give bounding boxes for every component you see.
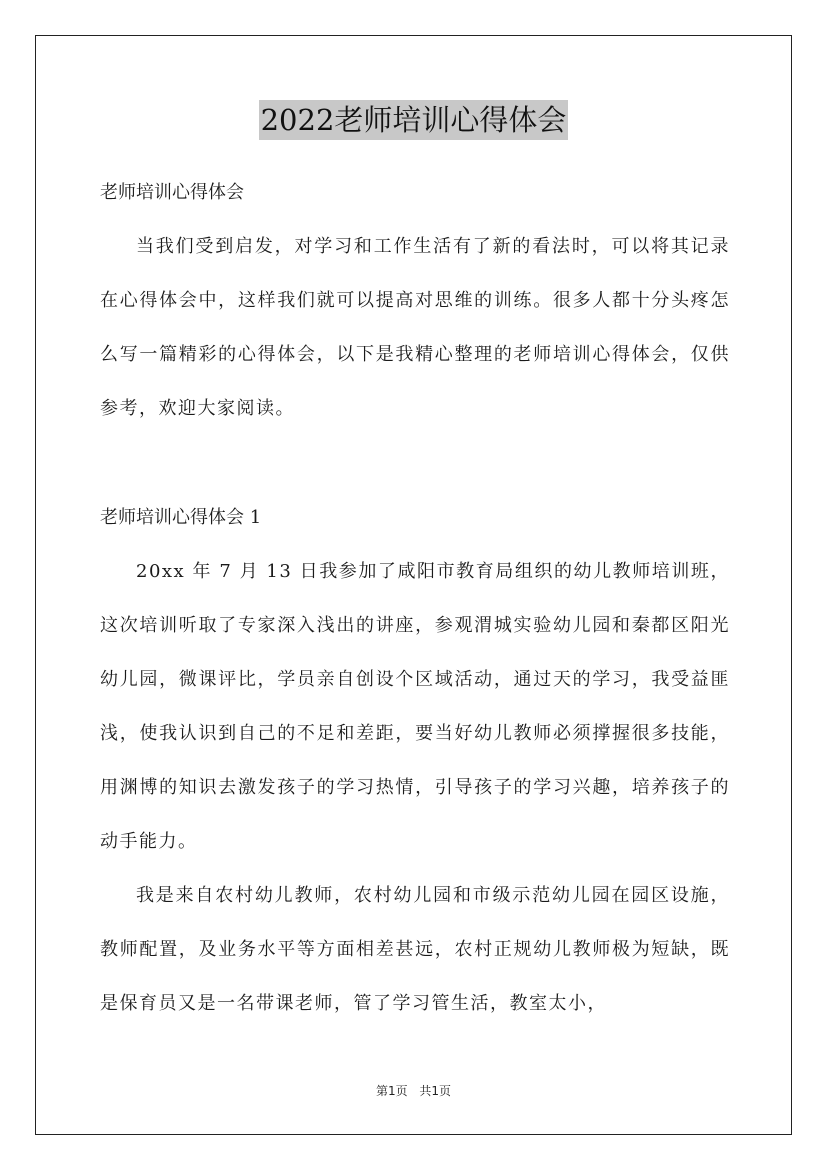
body-paragraph-2: 我是来自农村幼儿教师，农村幼儿园和市级示范幼儿园在园区设施，教师配置，及业务水平等方面相差甚远，农村正规幼儿教师极为短缺，既是保育员又是一名带课老师，管了学习管生活，教室太小， [100, 885, 730, 1014]
body-block [100, 545, 730, 1031]
subheading: 老师培训心得体会 1 [100, 507, 262, 528]
page-number: 第1页 [375, 1084, 408, 1098]
document-title: 2022老师培训心得体会 [259, 100, 569, 140]
page-footer [0, 1083, 827, 1099]
subheading-block [100, 505, 730, 531]
title-container [0, 100, 827, 140]
section-heading-block [100, 180, 730, 206]
section-heading: 老师培训心得体会 [100, 182, 244, 203]
body-paragraph-1: 20xx 年 7 月 13 日我参加了咸阳市教育局组织的幼儿教师培训班，这次培训听取了专家深入浅出的讲座，参观渭城实验幼儿园和秦都区阳光幼儿园，微课评比，学员亲自创设个区域活动，通过天的学习，我受益匪浅，使我认识到自己的不足和差距，要当好幼儿教师必须撑握很多技能，用渊博的知识去激发孩子的学习热情，引导孩子的学习兴趣，培养孩子的动手能力。 [100, 561, 730, 852]
intro-paragraph: 当我们受到启发，对学习和工作生活有了新的看法时，可以将其记录在心得体会中，这样我们就可以提高对思维的训练。很多人都十分头疼怎么写一篇精彩的心得体会，以下是我精心整理的老师培训心得体会，仅供参考，欢迎大家阅读。 [100, 236, 730, 419]
intro-block [100, 220, 730, 436]
page-total: 共1页 [419, 1084, 452, 1098]
